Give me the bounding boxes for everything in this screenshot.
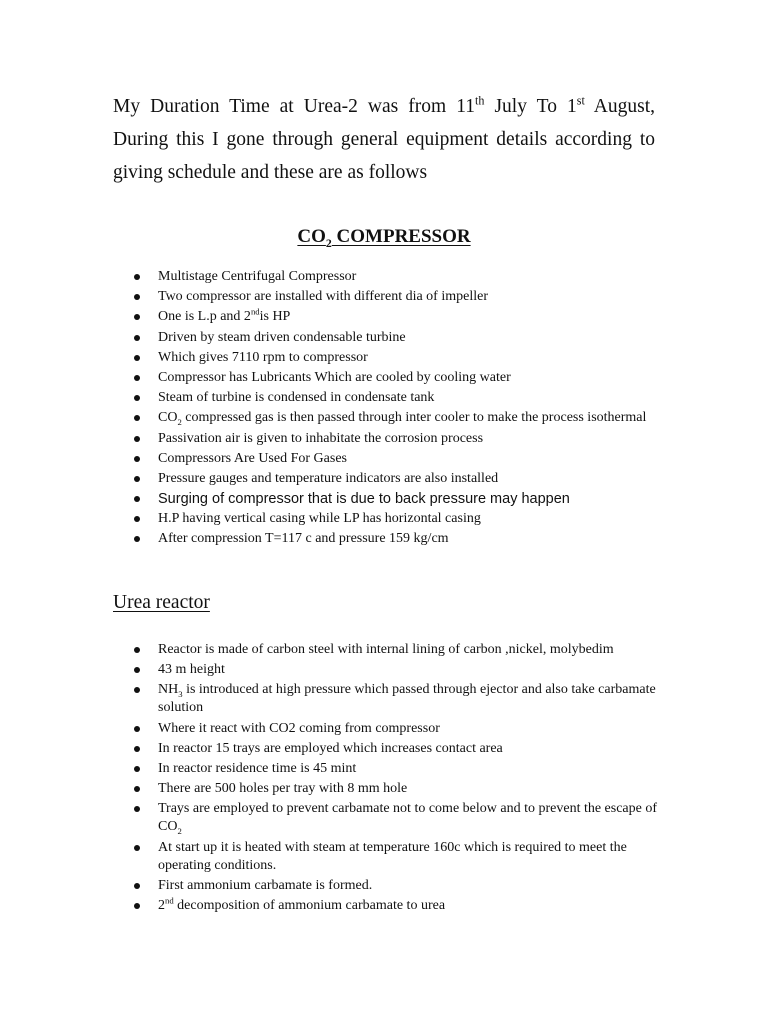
intro-sup-th: th (475, 93, 485, 108)
bullet-icon (134, 903, 140, 909)
list-item (158, 450, 658, 468)
list-item (158, 470, 658, 488)
intro-text-2: July To 1 (484, 96, 577, 117)
subscript: 2 (177, 826, 182, 837)
list-item-text: In reactor 15 trays are employed which increases contact area (158, 740, 503, 756)
co2-compressor-list (158, 268, 658, 551)
intro-sup-st: st (576, 93, 585, 108)
list-item-text: Passivation air is given to inhabitate the corrosion process (158, 430, 484, 446)
bullet-icon (134, 456, 140, 462)
bullet-icon (134, 274, 140, 280)
list-item-text: 2 (158, 897, 165, 913)
bullet-icon (134, 476, 140, 482)
list-item-text: At start up it is heated with steam at temperature 160c which is required to meet the operating conditions. (158, 839, 627, 873)
list-item-text: Multistage Centrifugal Compressor (158, 269, 357, 284)
heading-compressor: COMPRESSOR (331, 226, 471, 247)
list-item-text: Reactor is made of carbon steel with internal lining of carbon ,nickel, molybedim (158, 642, 614, 657)
bullet-icon (134, 375, 140, 381)
list-item-text: CO (158, 410, 178, 426)
bullet-icon (134, 687, 140, 693)
bullet-icon (134, 355, 140, 361)
list-item (158, 839, 658, 875)
list-item (158, 268, 658, 286)
list-item-text: One is L.p and 2 (158, 309, 251, 325)
bullet-icon (134, 496, 140, 502)
co2-compressor-heading (113, 226, 655, 248)
bullet-icon (134, 746, 140, 752)
list-item (158, 897, 658, 915)
bullet-icon (134, 766, 140, 772)
bullet-icon (134, 806, 140, 812)
list-item (158, 490, 658, 508)
list-item-text: decomposition of ammonium carbamate to urea (173, 897, 446, 913)
list-item (158, 681, 658, 717)
bullet-icon (134, 415, 140, 421)
heading-sub-2: 2 (325, 236, 332, 250)
list-item-text: Pressure gauges and temperature indicators are also installed (158, 470, 499, 486)
list-item-text: H.P having vertical casing while LP has horizontal casing (158, 511, 481, 527)
list-item-text: is HP (259, 309, 291, 325)
list-item-text: Trays are employed to prevent carbamate not to come below and to prevent the escape of CO (158, 801, 658, 835)
bullet-icon (134, 314, 140, 320)
list-item (158, 430, 658, 448)
list-item (158, 740, 658, 758)
list-item (158, 760, 658, 778)
list-item-text: Compressor has Lubricants Which are cooled by cooling water (158, 369, 511, 385)
urea-reactor-heading: Urea reactor (113, 592, 210, 613)
list-item-text: Which gives 7110 rpm to compressor (158, 349, 368, 365)
bullet-icon (134, 294, 140, 300)
bullet-icon (134, 883, 140, 889)
bullet-icon (134, 667, 140, 673)
list-item-text: 43 m height (158, 662, 225, 678)
list-item-text: NH (158, 682, 179, 698)
list-item-text: Compressors Are Used For Gases (158, 450, 347, 466)
intro-text-1: My Duration Time at Urea-2 was from 11 (113, 96, 476, 117)
list-item-text: compressed gas is then passed through inter cooler to make the process isothermal (181, 410, 647, 426)
list-item-text: In reactor residence time is 45 mint (158, 760, 357, 776)
list-item (158, 308, 658, 326)
heading-co: CO (297, 226, 326, 247)
bullet-icon (134, 845, 140, 851)
list-item-text: Where it react with CO2 coming from compressor (158, 720, 440, 736)
subscript: 2 (177, 417, 182, 428)
list-item-text: After compression T=117 c and pressure 159 kg/cm (158, 531, 449, 547)
bullet-icon (134, 726, 140, 732)
superscript: nd (165, 895, 174, 906)
list-item-text: Driven by steam driven condensable turbine (158, 329, 406, 345)
list-item (158, 530, 658, 548)
list-item (158, 288, 658, 306)
list-item-text: is introduced at high pressure which passed through ejector and also take carbamate solution (158, 682, 656, 716)
intro-paragraph (113, 90, 655, 189)
bullet-icon (134, 436, 140, 442)
intro-text-3: August, During this I gone through general equipment details according to giving schedule and these are as follows (113, 96, 655, 183)
list-item (158, 800, 658, 836)
list-item-text: There are 500 holes per tray with 8 mm hole (158, 781, 408, 797)
list-item-text: Two compressor are installed with different dia of impeller (158, 289, 488, 305)
list-item-text: First ammonium carbamate is formed. (158, 877, 373, 893)
list-item (158, 510, 658, 528)
list-item-text: Steam of turbine is condensed in condensate tank (158, 390, 435, 406)
bullet-icon (134, 786, 140, 792)
list-item (158, 349, 658, 367)
bullet-icon (134, 536, 140, 542)
bullet-icon (134, 516, 140, 522)
list-item-text: Surging of compressor that is due to back pressure may happen (158, 491, 570, 508)
bullet-icon (134, 395, 140, 401)
list-item (158, 877, 658, 895)
list-item (158, 641, 658, 659)
list-item (158, 780, 658, 798)
list-item (158, 329, 658, 347)
superscript: nd (250, 306, 260, 317)
list-item (158, 389, 658, 407)
list-item (158, 369, 658, 387)
list-item (158, 720, 658, 738)
bullet-icon (134, 647, 140, 653)
list-item (158, 661, 658, 679)
list-item (158, 409, 658, 427)
urea-reactor-list (158, 641, 658, 917)
subscript: 3 (178, 689, 183, 700)
bullet-icon (134, 335, 140, 341)
